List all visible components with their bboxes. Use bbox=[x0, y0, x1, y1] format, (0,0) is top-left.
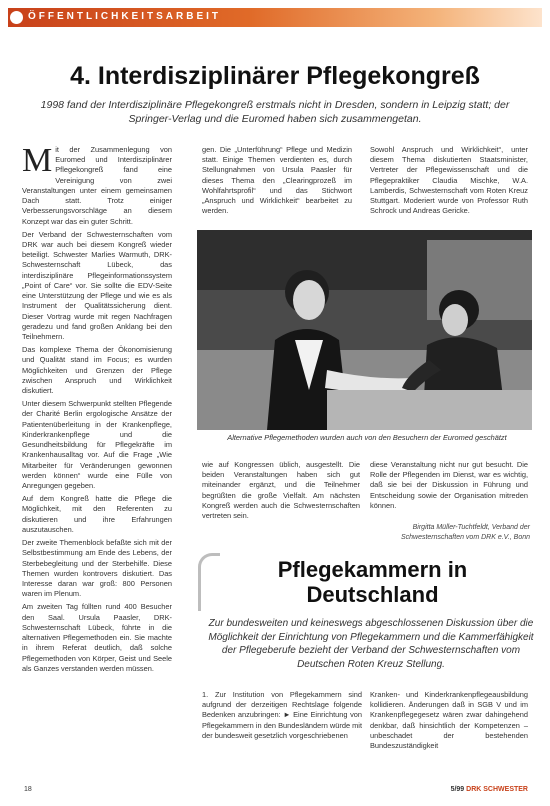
page-number: 18 bbox=[24, 786, 32, 793]
header-dot bbox=[10, 11, 23, 24]
section-header-label: ÖFFENTLICHKEITSARBEIT bbox=[28, 11, 221, 22]
article-paragraph: Am zweiten Tag füllten rund 400 Besucher den Saal. Ursula Paasler, DRK-Schwesternschaft Lübeck, führte in die alternativen Pflegemethoden ein. Sie machte in ihrem Referat deutlich, daß solche Pflegemethoden von Körper, Geist und Seele als Ganzes verstanden werden müssen. bbox=[22, 602, 172, 673]
footer-issue bbox=[451, 786, 528, 793]
photo-caption: Alternative Pflegemethoden wurden auch von den Besuchern der Euromed geschätzt bbox=[227, 433, 507, 442]
article-title: 4. Interdisziplinärer Pflegekongreß bbox=[70, 62, 480, 90]
article-column-3-top: Sowohl Anspruch und Wirklichkeit“, unter diesem Thema diskutierten Staatsminister, Vertreter der Pflegewissenschaft und die Pflegepraktiker Claudia Mischke, W.A. Lamberdis, Schwesternschaft vom Roten Kreuz Stuttgart. Moderiert wurde von Professor Ruth Schrock und Andreas Gericke. bbox=[370, 145, 528, 216]
section-subtitle: Zur bundesweiten und keineswegs abgeschlossenen Diskussion über die Möglichkeit der Einrichtung von Pflegekammern und die Kammerfähigkeit der Pflegeberufe bezieht der Verband der Schwesternschaften vom Deutschen Roten Kreuz Stellung. bbox=[208, 618, 534, 670]
section-heading-line-2: Deutschland bbox=[306, 582, 439, 608]
section-column-2: 1. Zur Institution von Pflegekammern sind aufgrund der derzeitigen Rechtslage folgende Bedenken anzubringen: ► Eine Einrichtung von Pflegekammern in den Bundesländern würde mit der bundesweit gesetzlich vorgeschriebenen bbox=[202, 690, 362, 740]
section-column-3: Kranken- und Kinderkrankenpflegeausbildung kollidieren. Änderungen daß in SGB V und im Krankenpflegegesetz wären zwar dahingehend denkbar, daß hinsichtlich der Kompetenzen – unbeschadet der bestehenden Bundeszuständigkeit bbox=[370, 690, 528, 751]
issue-number: 5/99 bbox=[450, 786, 465, 793]
article-column-1 bbox=[22, 145, 172, 745]
article-paragraph: Auf dem Kongreß hatte die Pflege die Möglichkeit, mit den Referenten zu diskutieren und ihre Erfahrungen auszutauschen. bbox=[22, 494, 172, 534]
photo-illustration bbox=[197, 230, 532, 430]
article-byline: Birgitta Müller-Tuchtfeldt, Verband der Schwesternschaften vom DRK e.V., Bonn bbox=[400, 524, 530, 541]
magazine-logo: DRK SCHWESTER bbox=[466, 786, 528, 793]
section-header-bar bbox=[8, 8, 542, 27]
article-paragraph: Unter diesem Schwerpunkt stellten Pflegende der Charité Berlin ergologische Ansätze der Patientenüberleitung in der Krankenpflege, Kinderkrankenpflege und die Gesundheitsbildung für Pflegekräfte im Krankenhausalltag vor. Auf die Frage „Wie Mitarbeiter für Veränderungen gewonnen werden können“ wurde eine Fülle von Anregungen gegeben. bbox=[22, 399, 172, 490]
article-paragraph: Der zweite Themenblock befaßte sich mit der Selbstbestimmung am Ende des Lebens, der Sterbebegleitung und der Sterbehilfe. Diese Themen wurden kontrovers diskutiert. Das Interesse daran war groß: 800 Personen waren im Plenum. bbox=[22, 538, 172, 599]
article-column-2-middle: wie auf Kongressen üblich, ausgestellt. Die beiden Veranstaltungen haben sich gut miteinander ergänzt, und die Teilnehmer begrüßten die große Vielfalt. Am nächsten Kongreß werden auch die Schwesternschaften vertreten sein. bbox=[202, 460, 360, 520]
article-paragraph: Mit der Zusammenlegung von Euromed und Interdisziplinärer Pflegekongreß fand eine Vereinigung von zwei Veranstaltungen unter einem gemeinsamen Dach statt. Trotz einiger Verbesserungsvorschläge an diesem Konzept war das ein guter Schritt. bbox=[22, 145, 172, 226]
section-heading-line-1: Pflegekammern in bbox=[277, 557, 468, 582]
article-column-2-top: gen. Die „Unterführung“ Pflege und Medizin statt. Einige Themen verdienten es, durch Stellungnahmen von Ursula Paasler für dieses Thema den „Clearingprozeß im Wohlfahrtsprofil“ und das Stichwort „Anspruch und Wirklichkeit“ bearbeitet zu werden. bbox=[202, 145, 352, 216]
article-column-3-middle: diese Veranstaltung nicht nur gut besucht. Die Rolle der Pflegenden im Dienst, war es wichtig, daß sie bei der Diskussion in Führung und Entscheidung sowie der Organisation mitreden können. bbox=[370, 460, 528, 510]
article-paragraph: Das komplexe Thema der Ökonomisierung und Qualität stand im Focus; es wurden Möglichkeiten und Grenzen der Pflege zwischen Anspruch und Wirklichkeit diskutiert. bbox=[22, 345, 172, 396]
article-subtitle: 1998 fand der Interdisziplinäre Pflegekongreß erstmals nicht in Dresden, sondern in Leipzig statt; der Springer-Verlag und die Euromed haben sich zusammengetan. bbox=[40, 99, 510, 126]
section-heading bbox=[200, 557, 545, 608]
article-photo bbox=[197, 230, 532, 430]
dropcap: M bbox=[22, 145, 53, 179]
article-paragraph: Der Verband der Schwesternschaften vom DRK war auch bei diesem Kongreß wieder beteiligt. Schwester Marlies Warmuth, DRK-Schwesternschaft Lübeck, das interdisziplinäre Pflegeinformationssystem „Point of Care“ vor. Sie sollte die EDV-Seite eine Unterstützung der Pflege und wie es als Instrument der Qualitätssicherung dient. Dieser Vortrag wurde mit regen Nachfragen geradezu und fand großen Anklang bei den Teilnehmern. bbox=[22, 229, 172, 341]
